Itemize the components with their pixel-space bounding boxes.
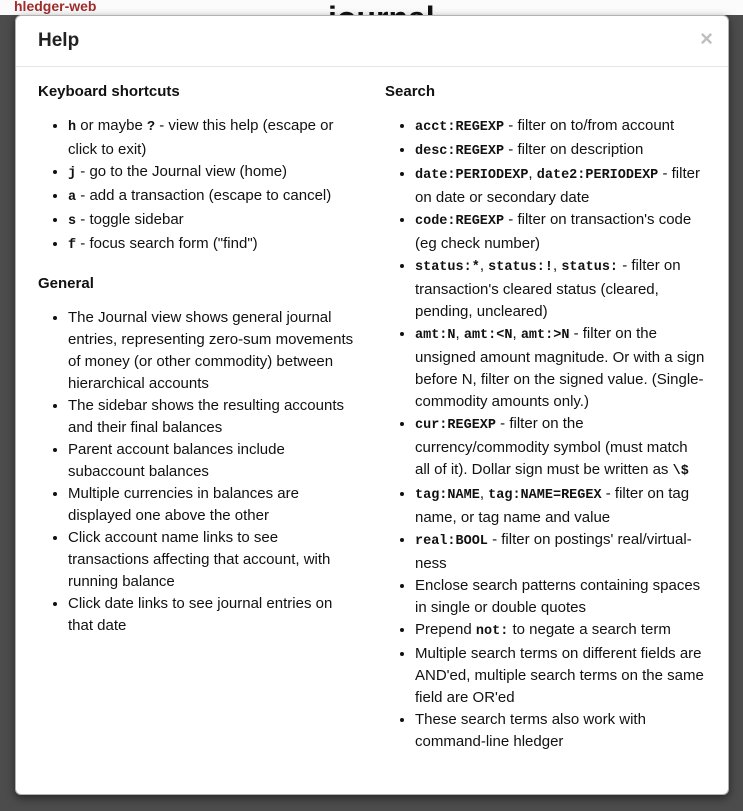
code-term: real:BOOL <box>415 533 488 549</box>
code-term: code:REGEXP <box>415 213 505 229</box>
page-top-strip <box>0 0 743 15</box>
column-right <box>385 83 706 784</box>
code-term: a <box>68 189 77 205</box>
list-item: • The sidebar shows the resulting accounts and their final balances <box>68 395 359 439</box>
list-item: • Click date links to see journal entries on that date <box>68 593 359 637</box>
list-item: • acct:REGEXP - filter on to/from account <box>415 115 706 139</box>
code-term: not: <box>475 623 509 639</box>
list-item: • The Journal view shows general journal entries, representing zero-sum movements of money (or other commodity) between hierarchical accounts <box>68 307 359 395</box>
list-item: • desc:REGEXP - filter on description <box>415 139 706 163</box>
code-term: status: <box>561 259 619 275</box>
list-item: • s - toggle sidebar <box>68 209 359 233</box>
brand-link[interactable]: hledger-web <box>14 0 97 14</box>
list-item: • Multiple search terms on different fields are AND'ed, multiple search terms on the same field are OR'ed <box>415 643 706 709</box>
list-item: • j - go to the Journal view (home) <box>68 161 359 185</box>
close-icon[interactable]: × <box>700 26 713 51</box>
list-item: • Multiple currencies in balances are displayed one above the other <box>68 483 359 527</box>
code-term: amt:>N <box>520 327 570 343</box>
code-term: \$ <box>672 463 689 479</box>
code-term: s <box>68 213 77 229</box>
list-item: • f - focus search form ("find") <box>68 233 359 257</box>
section-heading-keyboard-shortcuts: Keyboard shortcuts <box>38 82 180 100</box>
code-term: desc:REGEXP <box>415 143 505 159</box>
list-item: • tag:NAME, tag:NAME=REGEX - filter on tag name, or tag name and value <box>415 483 706 529</box>
list-item: • date:PERIODEXP, date2:PERIODEXP - filter on date or secondary date <box>415 163 706 209</box>
list-item: • Parent account balances include subaccount balances <box>68 439 359 483</box>
section-heading-general: General <box>38 274 94 292</box>
code-term: h <box>68 119 77 135</box>
code-term: status:* <box>415 259 480 275</box>
list-item: • amt:N, amt:<N, amt:>N - filter on the unsigned amount magnitude. Or with a sign before N, filter on the signed value. (Single-commodity amounts only.) <box>415 323 706 413</box>
list-item: • real:BOOL - filter on postings' real/virtual-ness <box>415 529 706 575</box>
code-term: j <box>68 165 77 181</box>
list-item: • code:REGEXP - filter on transaction's code (eg check number) <box>415 209 706 255</box>
code-term: cur:REGEXP <box>415 417 497 433</box>
code-term: tag:NAME=REGEX <box>488 487 602 503</box>
keyboard-shortcuts-list <box>38 115 359 257</box>
list-item: • Enclose search patterns containing spaces in single or double quotes <box>415 575 706 619</box>
list-item: • h or maybe ? - view this help (escape or click to exit) <box>68 115 359 161</box>
code-term: tag:NAME <box>415 487 480 503</box>
code-term: status:! <box>488 259 553 275</box>
code-term: acct:REGEXP <box>415 119 505 135</box>
list-item: • a - add a transaction (escape to cancel) <box>68 185 359 209</box>
list-item: • status:*, status:!, status: - filter on transaction's cleared status (cleared, pending, uncleared) <box>415 255 706 323</box>
modal-body <box>16 67 728 794</box>
code-term: date2:PERIODEXP <box>536 167 659 183</box>
list-item: • cur:REGEXP - filter on the currency/commodity symbol (must match all of it). Dollar sign must be written as \$ <box>415 413 706 483</box>
section-heading-search: Search <box>385 82 436 100</box>
list-item: • These search terms also work with command-line hledger <box>415 709 706 753</box>
general-list <box>38 307 359 637</box>
help-modal <box>15 15 729 795</box>
list-item: • Click account name links to see transactions affecting that account, with running balance <box>68 527 359 593</box>
search-list <box>385 115 706 753</box>
code-term: date:PERIODEXP <box>415 167 529 183</box>
code-term: f <box>68 237 77 253</box>
column-left <box>38 83 359 784</box>
modal-title: Help <box>38 30 80 51</box>
code-term: ? <box>146 119 156 135</box>
code-term: amt:<N <box>463 327 513 343</box>
code-term: amt:N <box>415 327 456 343</box>
list-item: • Prepend not: to negate a search term <box>415 619 706 643</box>
modal-header <box>16 16 728 67</box>
